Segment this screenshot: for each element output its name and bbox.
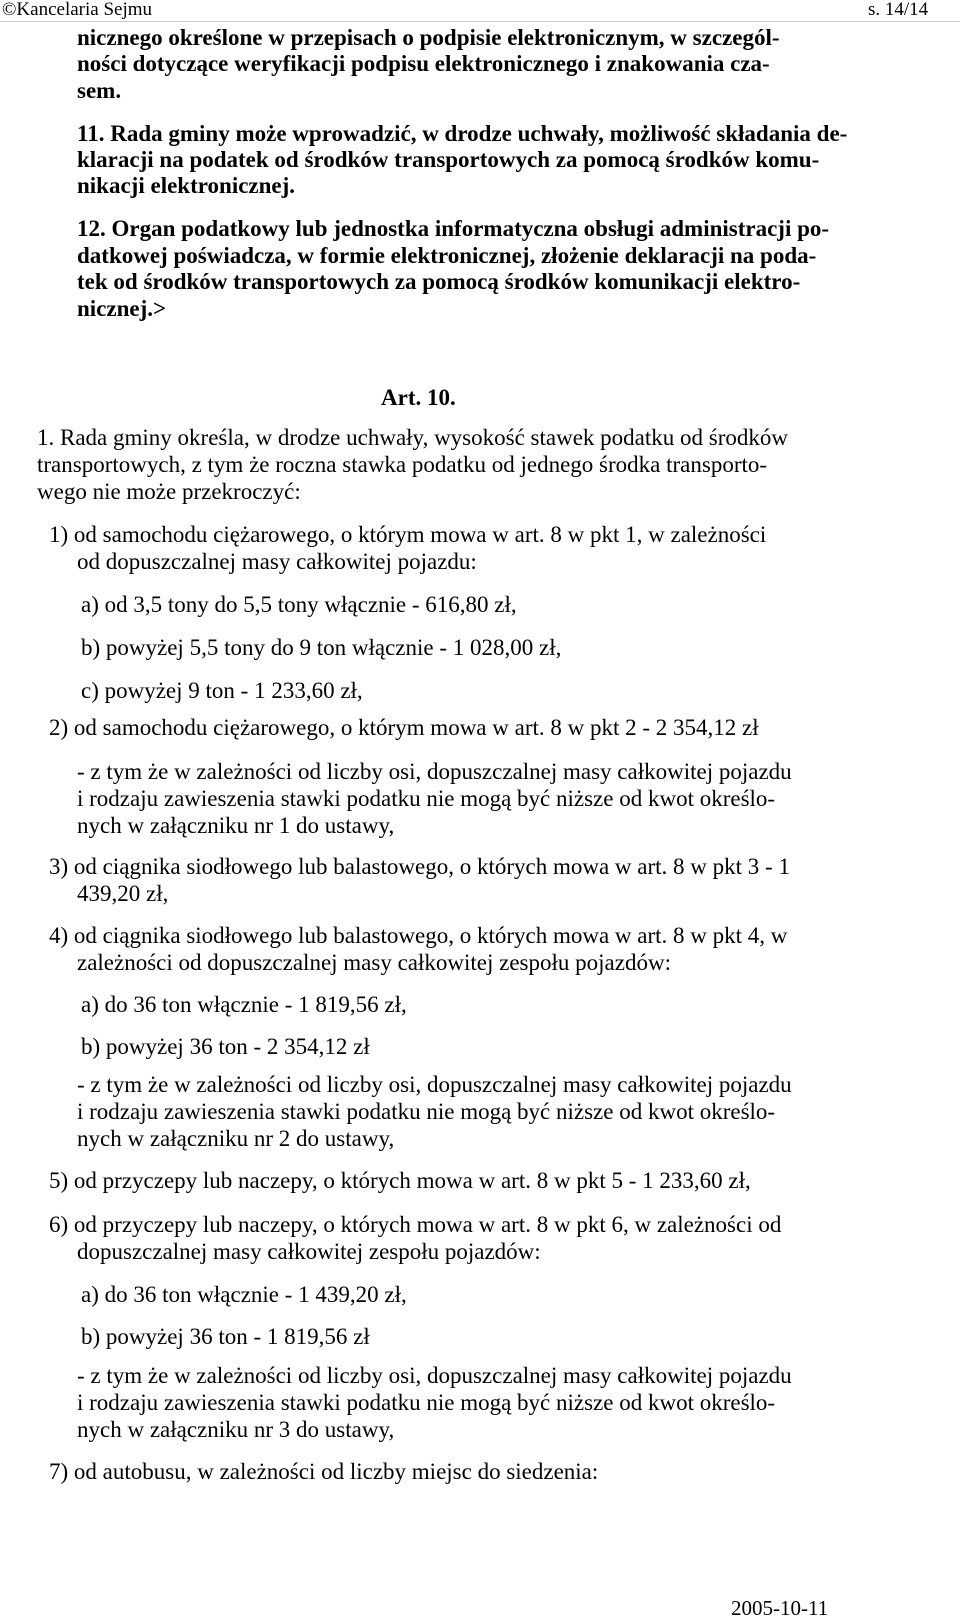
list-item: 1) od samochodu ciężarowego, o którym mowa w art. 8 w pkt 1, w zależności [49, 522, 767, 547]
article-heading: Art. 10. [381, 385, 456, 410]
text-line: klaracji na podatek od środków transportowych za pomocą środków komu- [77, 147, 820, 172]
text-line: nych w załączniku nr 2 do ustawy, [77, 1126, 395, 1151]
text-line: nicznej.> [77, 296, 167, 321]
list-item: 5) od przyczepy lub naczepy, o których mowa w art. 8 w pkt 5 - 1 233,60 zł, [49, 1168, 751, 1193]
list-item: 7) od autobusu, w zależności od liczby miejsc do siedzenia: [49, 1459, 599, 1484]
list-item: b) powyżej 5,5 tony do 9 ton włącznie - 1 028,00 zł, [81, 635, 562, 660]
list-item: 3) od ciągnika siodłowego lub balastowego, o których mowa w art. 8 w pkt 3 - 1 [49, 854, 790, 879]
list-item: a) do 36 ton włącznie - 1 819,56 zł, [81, 992, 407, 1017]
text-line: i rodzaju zawieszenia stawki podatku nie mogą być niższe od kwot określo- [77, 1099, 776, 1124]
text-line: wego nie może przekroczyć: [37, 479, 301, 504]
text-line: - z tym że w zależności od liczby osi, dopuszczalnej masy całkowitej pojazdu [77, 1363, 792, 1388]
text-line: transportowych, z tym że roczna stawka podatku od jednego środka transporto- [37, 452, 768, 477]
header-divider [0, 21, 960, 22]
list-item: 4) od ciągnika siodłowego lub balastowego, o których mowa w art. 8 w pkt 4, w [49, 923, 788, 948]
text-line: nych w załączniku nr 1 do ustawy, [77, 813, 395, 838]
text-line: nicznego określone w przepisach o podpisie elektronicznym, w szczegól- [77, 25, 780, 50]
page-number: s. 14/14 [868, 0, 929, 20]
text-line: 439,20 zł, [77, 881, 169, 906]
text-line: 11. Rada gminy może wprowadzić, w drodze uchwały, możliwość składania de- [77, 121, 848, 146]
text-line: dopuszczalnej masy całkowitej zespołu pojazdów: [77, 1239, 541, 1264]
text-line: - z tym że w zależności od liczby osi, dopuszczalnej masy całkowitej pojazdu [77, 1072, 792, 1097]
text-line: i rodzaju zawieszenia stawki podatku nie mogą być niższe od kwot określo- [77, 1390, 776, 1415]
text-line: nikacji elektronicznej. [77, 173, 296, 198]
footer-date: 2005-10-11 [731, 1596, 829, 1620]
text-line: 12. Organ podatkowy lub jednostka informatyczna obsługi administracji po- [77, 216, 830, 241]
text-line: tek od środków transportowych za pomocą środków komunikacji elektro- [77, 269, 801, 294]
text-line: - z tym że w zależności od liczby osi, dopuszczalnej masy całkowitej pojazdu [77, 759, 792, 784]
header-left: ©Kancelaria Sejmu [2, 0, 153, 20]
list-item: b) powyżej 36 ton - 2 354,12 zł [81, 1034, 370, 1059]
list-item: 6) od przyczepy lub naczepy, o których mowa w art. 8 w pkt 6, w zależności od [49, 1212, 782, 1237]
list-item: a) od 3,5 tony do 5,5 tony włącznie - 616,80 zł, [81, 592, 517, 617]
list-item: b) powyżej 36 ton - 1 819,56 zł [81, 1324, 370, 1349]
text-line: od dopuszczalnej masy całkowitej pojazdu: [77, 549, 477, 574]
text-line: ności dotyczące weryfikacji podpisu elektronicznego i znakowania cza- [77, 51, 770, 76]
text-line: nych w załączniku nr 3 do ustawy, [77, 1417, 395, 1442]
list-item: c) powyżej 9 ton - 1 233,60 zł, [81, 678, 363, 703]
text-line: 1. Rada gminy określa, w drodze uchwały, wysokość stawek podatku od środków [37, 425, 788, 450]
text-line: zależności od dopuszczalnej masy całkowitej zespołu pojazdów: [77, 950, 671, 975]
text-line: datkowej poświadcza, w formie elektronicznej, złożenie deklaracji na poda- [77, 243, 817, 268]
list-item: a) do 36 ton włącznie - 1 439,20 zł, [81, 1282, 407, 1307]
list-item: 2) od samochodu ciężarowego, o którym mowa w art. 8 w pkt 2 - 2 354,12 zł [49, 715, 759, 740]
text-line: i rodzaju zawieszenia stawki podatku nie mogą być niższe od kwot określo- [77, 786, 776, 811]
text-line: sem. [77, 78, 122, 103]
